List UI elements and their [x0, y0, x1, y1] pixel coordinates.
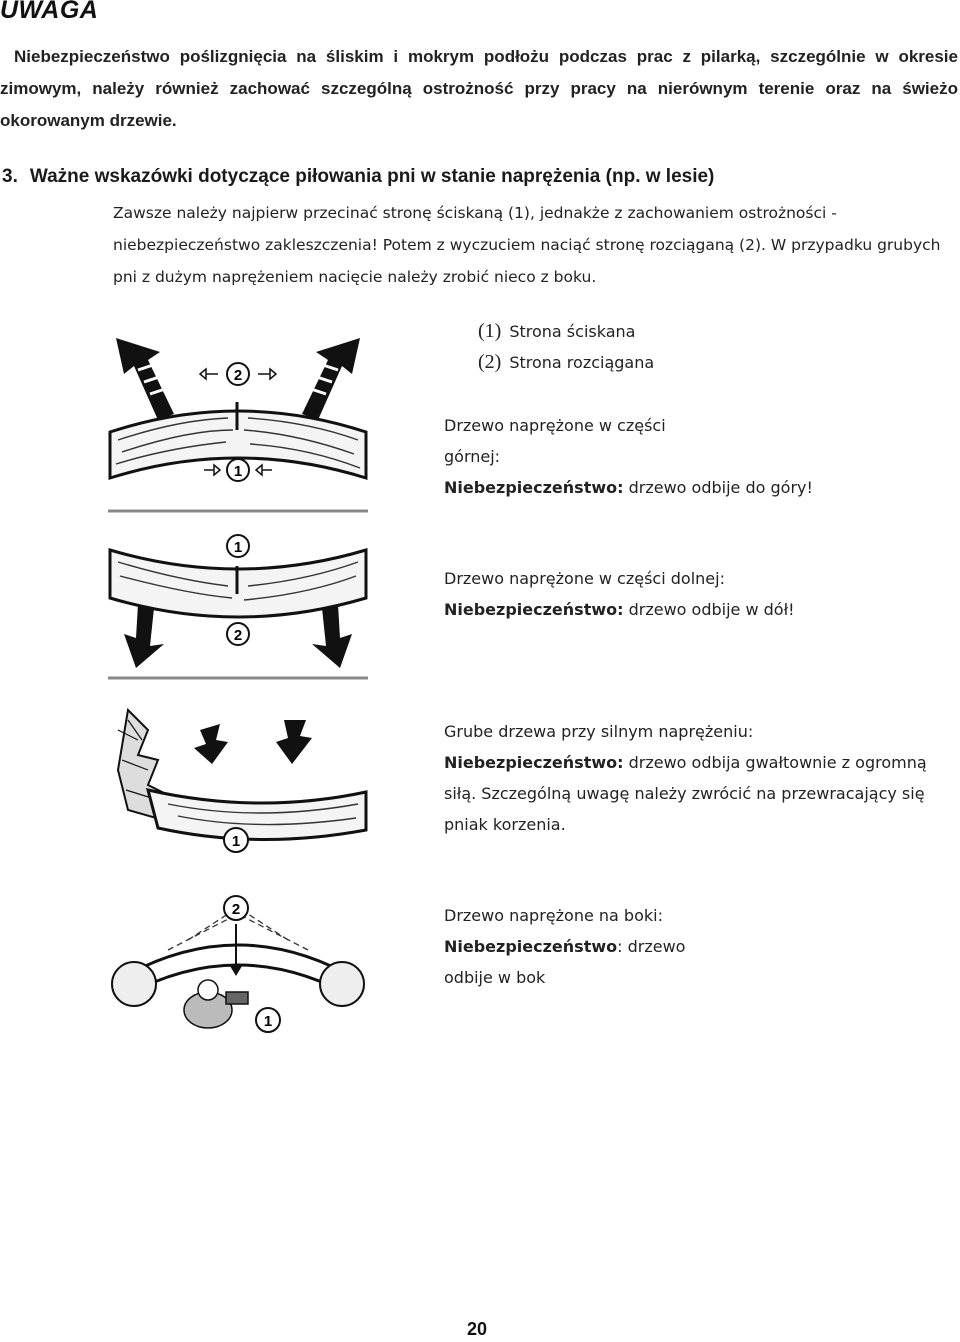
- svg-text:2: 2: [231, 901, 241, 918]
- caption-thick-tree: Grube drzewa przy silnym naprężeniu: Niebezpieczeństwo: drzewo odbija gwałtownie z ogromną siłą. Szczególną uwagę należy zwrócić na przewracający się pniak korzenia.: [444, 722, 927, 834]
- operator-figure: [184, 980, 248, 1028]
- page-number: 20: [467, 1319, 488, 1339]
- section-intro: Zawsze należy najpierw przecinać stronę ściskaną (1), jednakże z zachowaniem ostrożności - niebezpieczeństwo zakleszczenia! Potem z wyczuciem naciąć stronę rozciąganą (2). W przypadku grubych pni z dużym naprężeniem nacięcie należy zrobić nieco z boku.: [113, 204, 941, 286]
- section-heading: [2, 166, 714, 188]
- svg-text:1: 1: [231, 833, 241, 850]
- arrow-up-left-icon: [116, 338, 174, 420]
- figure-bottom-tension: [108, 528, 368, 683]
- svg-text:1: 1: [263, 1013, 273, 1030]
- warning-paragraph: Niebezpieczeństwo poślizgnięcia na śliskim i mokrym podłożu podczas prac z pilarką, szczególnie w okresie zimowym, należy również zachować szczególną ostrożność przy pracy na nierównym terenie oraz na świeżo okorowanym drzewie.: [0, 47, 958, 130]
- svg-text:2: 2: [233, 627, 243, 644]
- caption-top-tension: Drzewo naprężone w części górnej: Niebezpieczeństwo: drzewo odbije do góry!: [444, 416, 813, 497]
- arrow-down-left-icon: [124, 604, 164, 668]
- label-two: 2: [233, 367, 243, 384]
- caption-bottom-tension: Drzewo naprężone w części dolnej: Niebezpieczeństwo: drzewo odbije w dół!: [444, 569, 795, 619]
- arrow-up-right-icon: [302, 338, 360, 420]
- legend-label: Strona ściskana: [509, 322, 636, 341]
- warning-heading: UWAGA: [0, 0, 99, 24]
- legend-number: (1): [478, 320, 502, 342]
- arrow-down-right-icon: [312, 604, 352, 668]
- legend-item-tension: [478, 351, 654, 374]
- section-number: 3.: [2, 166, 18, 187]
- svg-text:1: 1: [233, 539, 243, 556]
- figure-side-tension: [108, 880, 368, 1040]
- label-one: 1: [233, 463, 243, 480]
- caption-side-tension: Drzewo naprężone na boki: Niebezpieczeństwo: drzewo odbije w bok: [444, 906, 686, 987]
- legend-label: Strona rozciągana: [509, 353, 655, 372]
- arrow-up-icon: [276, 720, 312, 764]
- arrow-up-left-icon: [194, 724, 228, 764]
- figure-top-tension: [108, 330, 368, 515]
- legend-item-compression: [478, 320, 635, 343]
- figure-thick-tree: [108, 700, 368, 865]
- legend-number: (2): [478, 351, 502, 373]
- section-title: Ważne wskazówki dotyczące piłowania pni w stanie naprężenia (np. w lesie): [29, 166, 715, 187]
